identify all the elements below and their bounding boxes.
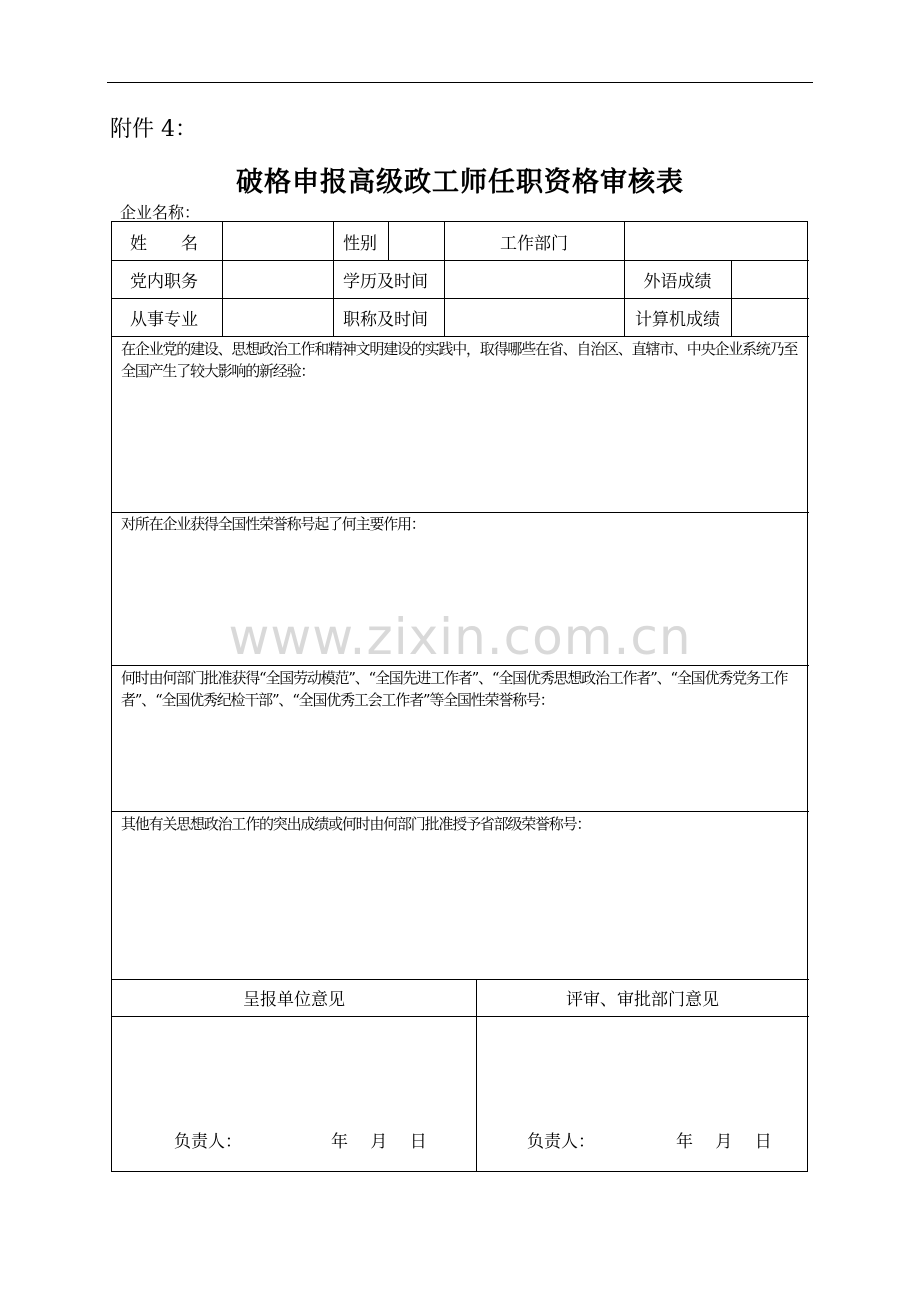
honors-section-label: 何时由何部门批准获得“全国劳动模范”、“全国先进工作者”、“全国优秀思想政治工作者”、“全国优秀党务工作者”、“全国优秀纪检干部”、“全国优秀工会工作者”等全国性荣誉称号： bbox=[121, 669, 788, 709]
review-date-label: 年 月 日 bbox=[676, 1132, 772, 1152]
name-field[interactable] bbox=[222, 222, 333, 260]
submitting-date-label: 年 月 日 bbox=[331, 1132, 427, 1152]
computer-score-field[interactable] bbox=[731, 298, 809, 336]
review-responsible-label: 负责人： bbox=[527, 1132, 595, 1152]
submitting-unit-opinion-header: 呈报单位意见 bbox=[243, 990, 345, 1010]
form-title: 破格申报高级政工师任职资格审核表 bbox=[236, 167, 684, 198]
title-time-label: 职称及时间 bbox=[343, 309, 428, 330]
department-field[interactable] bbox=[624, 222, 809, 260]
education-field[interactable] bbox=[444, 260, 624, 298]
attachment-label: 附件 4： bbox=[110, 117, 197, 142]
department-label: 工作部门 bbox=[500, 233, 568, 254]
company-name-label: 企业名称： bbox=[120, 203, 201, 222]
gender-label: 性别 bbox=[343, 233, 377, 254]
top-rule bbox=[107, 82, 813, 83]
profession-label: 从事专业 bbox=[130, 309, 198, 330]
foreign-language-field[interactable] bbox=[731, 260, 809, 298]
foreign-language-label: 外语成绩 bbox=[643, 271, 712, 292]
watermark: www.zixin.com.cn bbox=[228, 608, 692, 666]
gender-field[interactable] bbox=[388, 222, 444, 260]
role-section-label: 对所在企业获得全国性荣誉称号起了何主要作用： bbox=[121, 515, 425, 533]
computer-score-label: 计算机成绩 bbox=[635, 309, 720, 330]
experience-section-label: 在企业党的建设、思想政治工作和精神文明建设的实践中，取得哪些在省、自治区、直辖市、中央企业系统乃至全国产生了较大影响的新经验： bbox=[121, 340, 798, 380]
name-label: 姓 名 bbox=[130, 233, 198, 254]
other-section-label: 其他有关思想政治工作的突出成绩或何时由何部门批准授予省部级荣誉称号： bbox=[121, 815, 591, 833]
party-post-label: 党内职务 bbox=[130, 271, 198, 292]
profession-field[interactable] bbox=[222, 298, 333, 336]
submitting-responsible-label: 负责人： bbox=[174, 1132, 242, 1152]
title-time-field[interactable] bbox=[444, 298, 624, 336]
education-label: 学历及时间 bbox=[343, 271, 428, 292]
party-post-field[interactable] bbox=[222, 260, 333, 298]
review-dept-opinion-header: 评审、审批部门意见 bbox=[566, 990, 719, 1010]
